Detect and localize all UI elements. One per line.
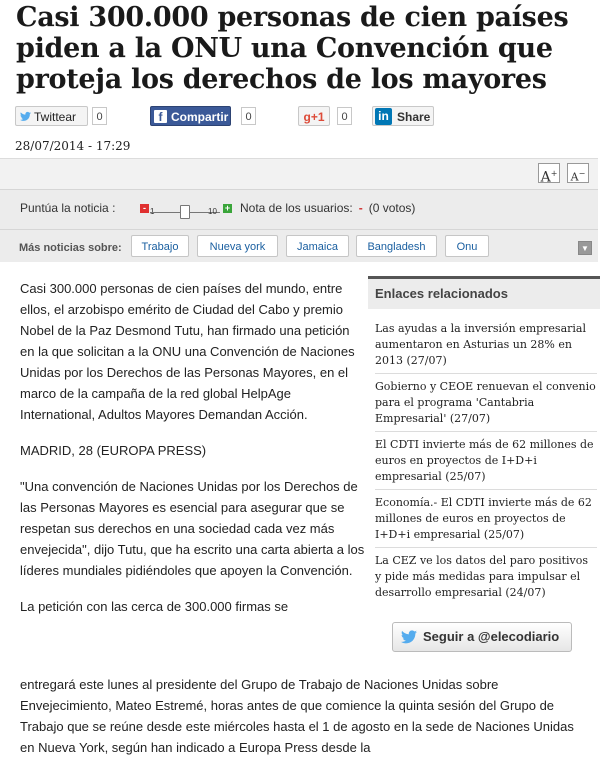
twitter-bird-icon	[20, 111, 31, 122]
expand-tags-icon[interactable]: ▼	[578, 241, 592, 255]
tag-trabajo[interactable]: Trabajo	[131, 235, 189, 257]
related-link[interactable]: Las ayudas a la inversión empresarial aumentaron en Asturias un 28% en 2013 (27/07)	[375, 321, 597, 374]
article-paragraph: "Una convención de Naciones Unidas por los Derechos de las Personas Mayores es esencial para asegurar que se respetan sus derechos en una sociedad cada vez más envejecida", dijo Tutu, que ha escrito una carta abierta a los líderes mundiales pidiéndoles que apoyen la Convención.	[20, 479, 365, 578]
related-link[interactable]: Gobierno y CEOE renuevan el convenio para el programa 'Cantabria Empresarial' (27/07)	[375, 379, 597, 432]
facebook-share-button[interactable]	[150, 106, 231, 126]
font-increase-label: A	[540, 169, 551, 186]
tag-bangladesh[interactable]: Bangladesh	[356, 235, 437, 257]
vote-count: (0 votos)	[368, 201, 416, 215]
linkedin-share-button[interactable]	[372, 106, 434, 126]
twitter-bird-icon	[401, 630, 417, 644]
user-rating	[240, 201, 415, 215]
headline: Casi 300.000 personas de cien países piden a la ONU una Convención que proteja los derechos de los mayores	[16, 2, 569, 95]
gplus-icon: g	[303, 110, 311, 124]
facebook-label: Compartir	[171, 110, 229, 124]
twitter-label: Twittear	[34, 110, 77, 124]
rating-max-label: 10	[208, 207, 217, 216]
tag-nueva-york[interactable]: Nueva york	[197, 235, 278, 257]
follow-twitter-button[interactable]	[392, 622, 572, 652]
linkedin-icon: in	[375, 108, 392, 125]
article-tools	[0, 158, 598, 261]
tag-onu[interactable]: Onu	[445, 235, 489, 257]
related-link[interactable]: El CDTI invierte más de 62 millones de euros en proyectos de I+D+i empresarial (25/07)	[375, 437, 597, 490]
twitter-count: 0	[92, 107, 107, 125]
rating-increase-icon[interactable]: +	[224, 203, 231, 213]
gplus-button[interactable]	[298, 106, 330, 126]
facebook-count: 0	[241, 107, 256, 125]
related-links-title: Enlaces relacionados	[368, 279, 600, 309]
font-size-toolbar	[0, 159, 598, 190]
minus-icon: −	[578, 169, 586, 178]
publish-date: 28/07/2014 - 17:29	[15, 139, 131, 153]
rating-label: Puntúa la noticia :	[20, 201, 116, 215]
rating-decrease-icon[interactable]: -	[140, 204, 149, 213]
tag-jamaica[interactable]: Jamaica	[286, 235, 349, 257]
gplus-label: +1	[310, 110, 325, 124]
related-link[interactable]: Economía.- El CDTI invierte más de 62 millones de euros en proyectos de I+D+i empresarial (25/07)	[375, 495, 597, 548]
rating-slider[interactable]	[140, 202, 234, 218]
related-link[interactable]: La CEZ ve los datos del paro positivos y pide más medidas para impulsar el desarrollo empresarial (24/07)	[375, 554, 589, 599]
article-body	[20, 278, 365, 617]
gplus-count: 0	[337, 107, 352, 125]
tags-label: Más noticias sobre:	[19, 242, 122, 254]
font-decrease-label: A	[570, 170, 579, 184]
linkedin-label: Share	[397, 110, 431, 124]
related-tags	[0, 229, 598, 262]
rating-slider-handle[interactable]	[180, 205, 190, 219]
related-links-panel	[368, 276, 600, 669]
article-dateline: MADRID, 28 (EUROPA PRESS)	[20, 443, 207, 458]
user-rating-value: -	[358, 201, 363, 215]
font-increase-button[interactable]	[538, 163, 560, 186]
share-bar	[15, 106, 595, 128]
font-decrease-button[interactable]	[567, 163, 589, 183]
plus-icon: +	[550, 169, 558, 178]
user-rating-label: Nota de los usuarios:	[240, 201, 353, 215]
related-links-list	[375, 321, 597, 610]
facebook-icon: f	[154, 110, 167, 123]
follow-label: Seguir a @elecodiario	[423, 629, 560, 644]
twitter-button[interactable]	[15, 106, 88, 126]
article-paragraph: Casi 300.000 personas de cien países del mundo, entre ellos, el arzobispo emérito de Ciudad del Cabo y premio Nobel de la Paz Desmond Tutu, han firmado una petición en la que solicitan a la ONU una Convención de Naciones Unidas por los Derechos de las Personas Mayores, en el marco de la campaña de la red global HelpAge International, Adultos Mayores Demandan Acción.	[20, 281, 355, 422]
article-paragraph-continued: entregará este lunes al presidente del Grupo de Trabajo de Naciones Unidas sobre Envejecimiento, Mateo Estremé, horas antes de que comience la quinta sesión del Grupo de Trabajo que se reúne desde este miércoles hasta el 1 de agosto en la sede de Naciones Unidas en Nueva York, según han indicado a Europa Press desde la	[20, 677, 574, 755]
article-paragraph-start: La petición con las cerca de 300.000 firmas se	[20, 599, 289, 614]
